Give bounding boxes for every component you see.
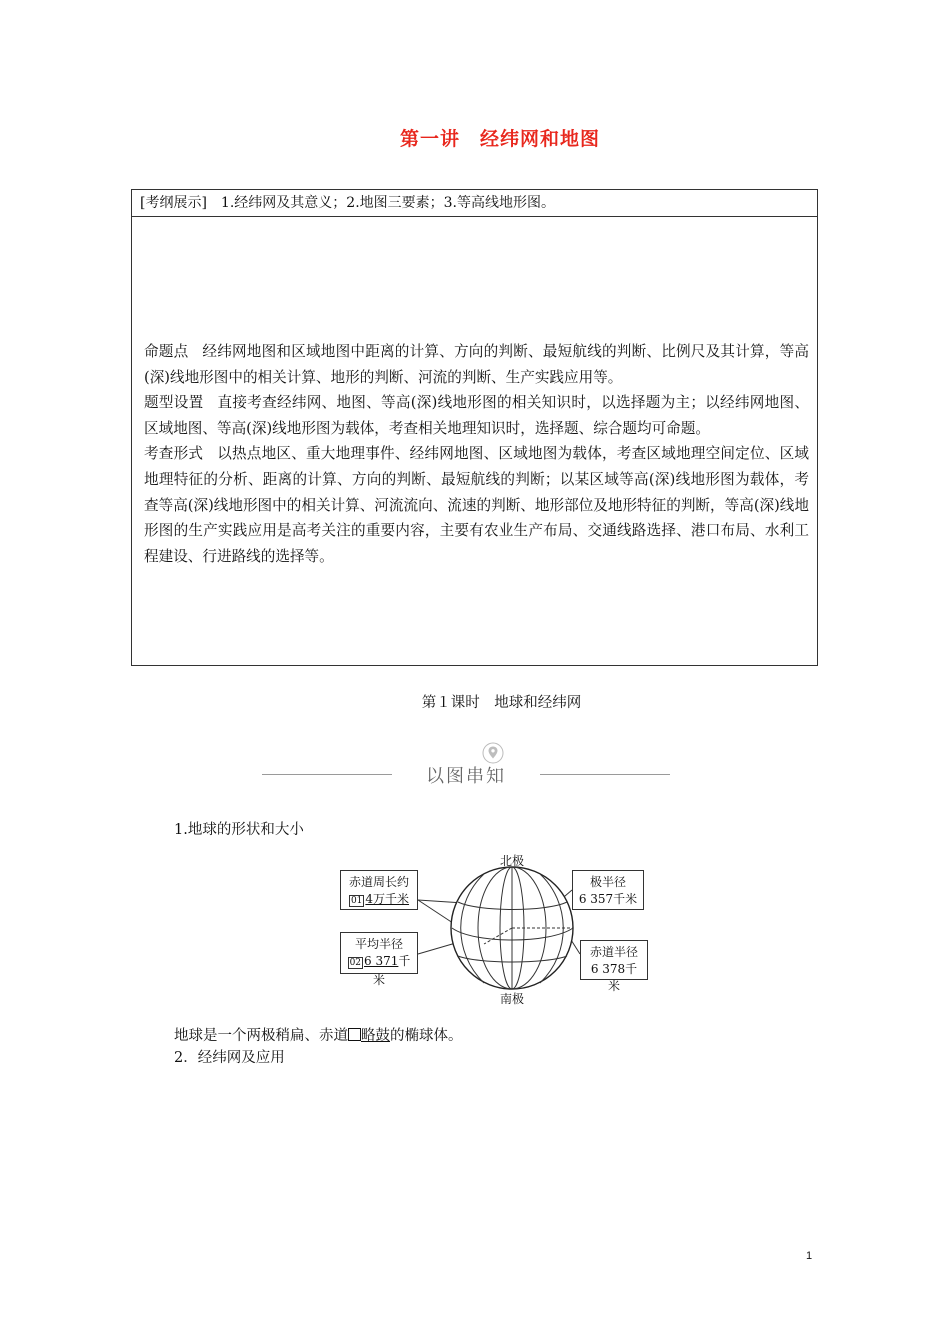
syllabus-paragraph-exam-forms [144, 441, 809, 569]
polar-radius-value: 6 357千米 [578, 892, 638, 906]
equator-circumference-label: 赤道周长约 [348, 875, 409, 889]
mean-radius-box [340, 932, 418, 987]
page-number: 1 [806, 1250, 813, 1262]
earth-shape-figure [334, 852, 650, 1008]
south-pole-label: 南极 [500, 992, 525, 1006]
section-banner-text: 以图串知 [426, 766, 506, 787]
paragraph-text: 直接考查经纬网、地图、等高(深)线地形图的相关知识时，以选择题为主；以经纬网地图、区域地图、等高(深)线地形图为载体，考查相关地理知识时，选择题、综合题均可命题。 [144, 394, 809, 437]
blank-number-02: 02 [349, 958, 362, 968]
syllabus-paragraph-question-types [144, 390, 809, 441]
answer-text: 略鼓 [361, 1028, 390, 1044]
syllabus-header: [考纲展示] 1.经纬网及其意义；2.地图三要素；3.等高线地形图。 [132, 190, 817, 217]
mean-radius-unit: 千米 [372, 954, 411, 987]
mean-radius-label: 平均半径 [354, 937, 403, 951]
equator-radius-box [580, 940, 648, 993]
polar-radius-label: 极半径 [589, 875, 626, 889]
answer-blank-box [348, 1028, 361, 1041]
mean-radius-value: 6 371 [364, 954, 399, 968]
section-banner [262, 742, 670, 788]
paragraph-label: 考查形式 [144, 445, 204, 463]
paragraph-label: 题型设置 [144, 394, 204, 412]
equator-circumference-box [340, 870, 418, 910]
page-title: 第一讲 经纬网和地图 [399, 128, 600, 150]
syllabus-paragraph-topics [144, 339, 809, 390]
syllabus-body [132, 217, 817, 569]
paragraph-text: 以热点地区、重大地理事件、经纬网地图、区域地图为载体，考查区域地理空间定位、区域地理特征的分析、距离的计算、方向的判断、最短航线的判断；以某区域等高(深)线地形图为载体，考查等高(深)线地形图中的相关计算、河流流向、流速的判断、地形部位及地形特征的判断，等高(深)线地形图的生产实践应用是高考关注的重要内容，主要有农业生产布局、交通线路选择、港口布局、水利工程建设、行进路线的选择等。 [144, 445, 809, 565]
earth-shape-sentence: 地球是一个两极稍扁、赤道 略鼓的椭球体。 [174, 1028, 463, 1044]
equator-radius-value: 6 378千米 [590, 962, 638, 993]
blank-number-01: 01 [350, 896, 363, 906]
item-1-heading: 1.地球的形状和大小 [174, 822, 304, 838]
equator-radius-label: 赤道半径 [589, 945, 638, 959]
equator-circumference-value: 4万千米 [365, 892, 410, 906]
north-pole-label: 北极 [500, 854, 525, 868]
syllabus-table [131, 189, 818, 666]
paragraph-text: 经纬网地图和区域地图中距离的计算、方向的判断、最短航线的判断、比例尺及其计算，等高(深)线地形图中的相关计算、地形的判断、河流的判断、生产实践应用等。 [144, 343, 809, 386]
paragraph-label: 命题点 [144, 343, 189, 360]
item-2-heading: 2．经纬网及应用 [174, 1050, 285, 1066]
polar-radius-box [572, 870, 644, 910]
lesson-title: 第１课时 地球和经纬网 [421, 695, 582, 711]
location-pin-icon [482, 742, 504, 764]
